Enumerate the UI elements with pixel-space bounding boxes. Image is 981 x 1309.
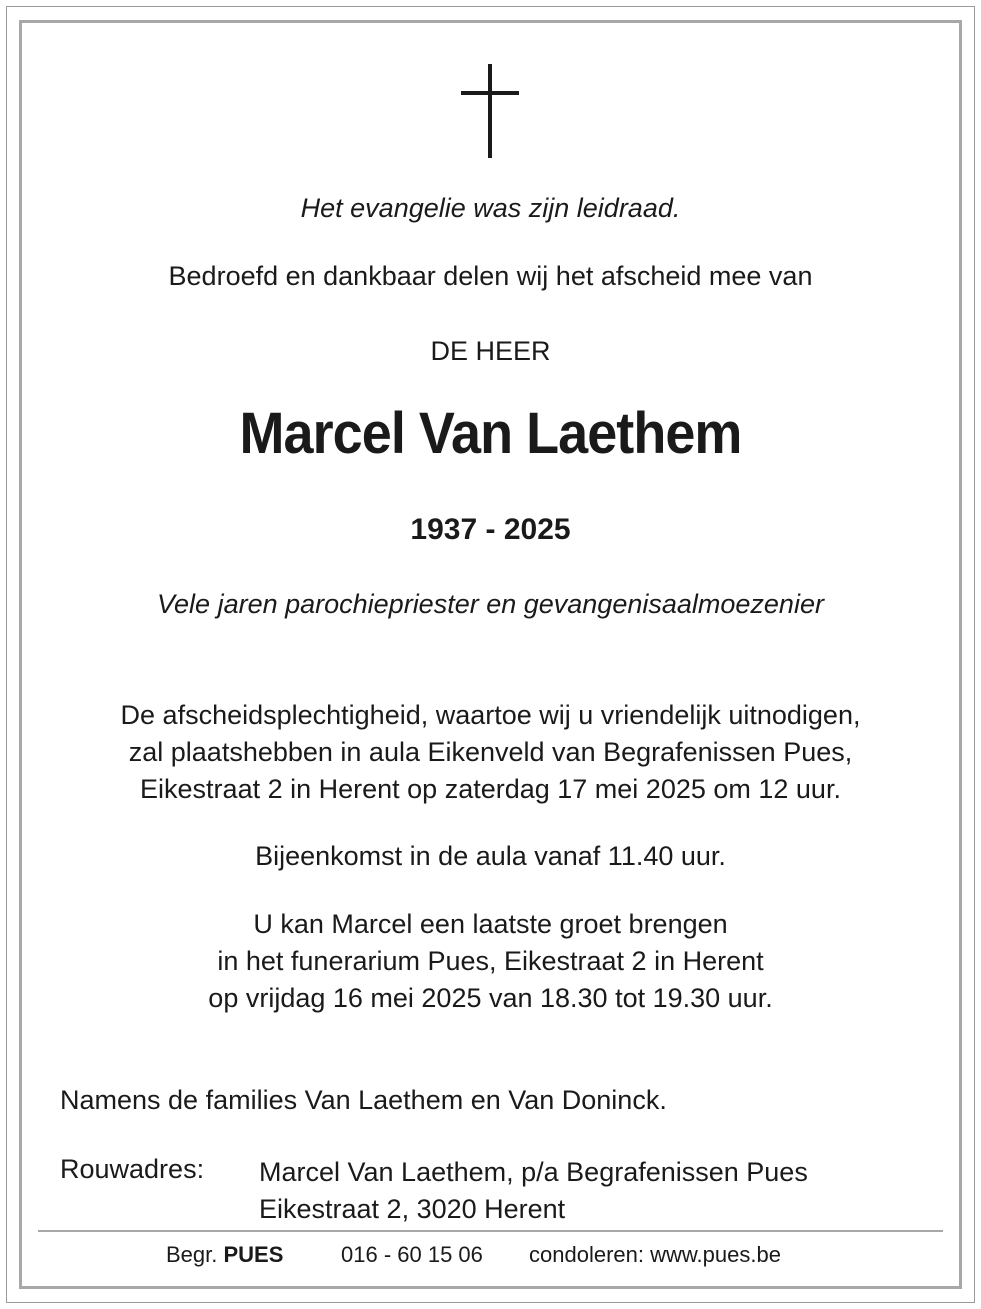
website-link[interactable]: condoleren: www.pues.be	[529, 1242, 781, 1267]
phone-number: 016 - 60 15 06	[341, 1242, 483, 1267]
gathering-text: Bijeenkomst in de aula vanaf 11.40 uur.	[255, 841, 726, 871]
intro-text: Bedroefd en dankbaar delen wij het afscheid mee van	[168, 261, 813, 291]
motto: Het evangelie was zijn leidraad.	[300, 193, 681, 223]
cross-icon	[461, 64, 519, 158]
honorific: DE HEER	[430, 336, 551, 366]
address-line: Eikestraat 2, 3020 Herent	[259, 1194, 566, 1224]
visitation-paragraph	[30, 906, 951, 1017]
visitation-line: U kan Marcel een laatste groet brengen	[253, 909, 728, 939]
footer-divider	[38, 1230, 943, 1232]
families-text: Namens de families Van Laethem en Van Doninck.	[60, 1085, 667, 1115]
address-line: Marcel Van Laethem, p/a Begrafenissen Pues	[259, 1157, 808, 1187]
visitation-line: in het funerarium Pues, Eikestraat 2 in Herent	[217, 946, 764, 976]
address-block	[259, 1154, 808, 1228]
role-description: Vele jaren parochiepriester en gevangenisaalmoezenier	[157, 589, 824, 619]
visitation-line: op vrijdag 16 mei 2025 van 18.30 tot 19.30 uur.	[208, 983, 773, 1013]
footer-prefix: Begr.	[166, 1242, 218, 1267]
life-years: 1937 - 2025	[410, 513, 571, 546]
deceased-name: Marcel Van Laethem	[239, 401, 742, 466]
ceremony-line: zal plaatshebben in aula Eikenveld van Begrafenissen Pues,	[128, 737, 853, 767]
address-label: Rouwadres:	[60, 1154, 205, 1184]
ceremony-line: Eikestraat 2 in Herent op zaterdag 17 mei 2025 om 12 uur.	[140, 774, 841, 804]
company-name: PUES	[223, 1242, 284, 1267]
ceremony-line: De afscheidsplechtigheid, waartoe wij u vriendelijk uitnodigen,	[120, 700, 861, 730]
ceremony-paragraph	[30, 697, 951, 808]
funeral-home	[166, 1242, 283, 1268]
